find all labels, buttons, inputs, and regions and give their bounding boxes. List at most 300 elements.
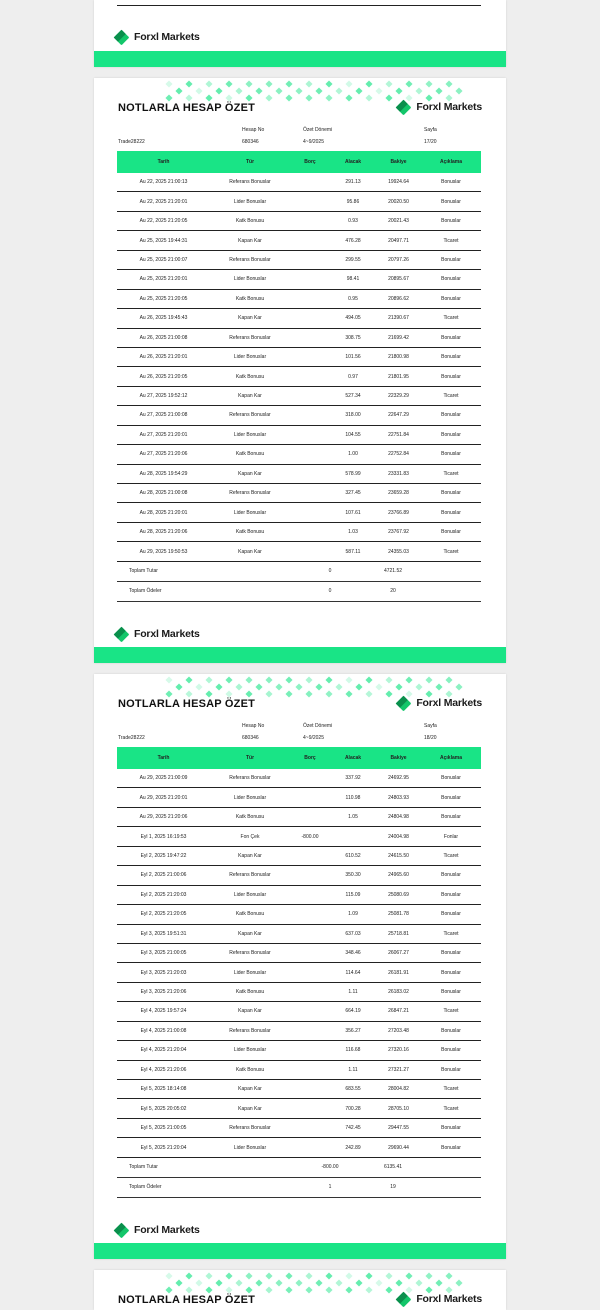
table-row [117,523,481,542]
column-header: Bakiye [390,755,407,761]
cell-desc: Bonuslar [441,989,461,996]
cell-credit: 107.61 [345,509,361,516]
cell-date: Au 29, 2025 19:50:53 [139,548,188,555]
table-bottom-line [117,5,481,6]
cell-desc: Ticaret [443,470,459,477]
cell-balance: 27320.16 [388,1047,409,1054]
totals-debit: 0 [328,588,332,595]
cell-credit: 683.55 [345,1086,361,1093]
column-header: Bakiye [390,159,407,165]
cell-desc: Bonuslar [441,950,461,957]
table-row [117,1061,481,1080]
cell-credit: 637.03 [345,930,361,937]
pattern-dot [355,683,362,690]
cell-type: Referans Bonuslar [229,490,271,497]
cell-balance: 26183.02 [388,989,409,996]
cell-type: Kapan Kar [238,1086,262,1093]
cell-type: Referans Bonuslar [229,412,271,419]
pattern-dot [235,87,242,94]
pattern-dot [415,683,422,690]
cell-credit: 299.55 [345,256,361,263]
footer-logo [116,31,200,43]
pattern-dot [185,1286,192,1293]
period-value: 4~9/2025 [303,139,324,145]
cell-balance: 26181.91 [388,969,409,976]
cell-desc: Ticaret [443,393,459,400]
pattern-dot [185,676,192,683]
cell-desc: Ticaret [443,930,459,937]
cell-desc: Bonuslar [441,354,461,361]
cell-type: Referans Bonuslar [229,1027,271,1034]
cell-desc: Bonuslar [441,218,461,225]
pattern-dot [215,87,222,94]
pattern-dot [185,94,192,101]
cell-credit: 0.93 [348,218,358,225]
forxl-logo-icon [396,99,412,115]
period-label: Özet Dönemi [303,127,333,133]
cell-balance: 20020.50 [388,198,409,205]
cell-date: Au 28, 2025 21:00:08 [139,490,188,497]
table-row [117,465,481,484]
cell-date: Eyl 4, 2025 21:20:04 [140,1047,187,1054]
pattern-dot [305,80,312,87]
cell-date: Eyl 5, 2025 20:05:02 [140,1105,187,1112]
table-row [117,426,481,445]
page-label: Sayfa [424,723,437,729]
pattern-dot [345,94,352,101]
header-logo [398,1293,482,1305]
pattern-dot [305,690,312,697]
header-brand-name: Forxl Markets [416,101,482,113]
pattern-dot [205,1272,212,1279]
cell-credit: 101.56 [345,354,361,361]
pattern-dot [395,87,402,94]
pattern-dot [255,87,262,94]
table-row [117,1099,481,1118]
cell-credit: 95.86 [346,198,360,205]
cell-credit: 308.75 [345,334,361,341]
cell-desc: Ticaret [443,1008,459,1015]
cell-credit: 1.11 [348,989,358,996]
cell-date: Eyl 5, 2025 21:20:04 [140,1144,187,1151]
cell-date: Eyl 3, 2025 21:00:05 [140,950,187,957]
cell-credit: 348.46 [345,950,361,957]
cell-credit: 242.89 [345,1144,361,1151]
pattern-dot [415,87,422,94]
forxl-logo-icon [114,29,130,45]
pattern-dot [265,80,272,87]
cell-balance: 20896.62 [388,295,409,302]
cell-date: Eyl 2, 2025 21:00:06 [140,872,187,879]
cell-date: Au 25, 2025 21:20:01 [139,276,188,283]
cell-balance: 22329.29 [388,393,409,400]
pattern-dot [455,87,462,94]
cell-credit: 1.05 [348,814,358,821]
cell-credit: 116.68 [345,1047,361,1054]
pattern-dot [315,87,322,94]
pattern-dot [215,683,222,690]
cell-type: Referans Bonuslar [229,950,271,957]
cell-type: Katk Bonusu [235,529,265,536]
statement-page-17 [94,78,506,663]
cell-desc: Bonuslar [441,1027,461,1034]
cell-date: Au 25, 2025 21:20:05 [139,295,188,302]
header-logo [398,697,482,709]
forxl-logo-icon [114,1222,130,1238]
table-row [117,847,481,866]
cell-desc: Ticaret [443,1105,459,1112]
pattern-dot [205,94,212,101]
footer-logo [116,1224,200,1236]
table-row [117,231,481,250]
cell-desc: Bonuslar [441,451,461,458]
forxl-logo-icon [396,695,412,711]
cell-credit: 104.55 [345,431,361,438]
pattern-dot [325,80,332,87]
table-row [117,192,481,211]
pattern-dot [205,690,212,697]
pattern-dot [435,683,442,690]
cell-balance: 24004.98 [388,833,409,840]
table-row [117,983,481,1002]
cell-type: Kapan Kar [238,470,262,477]
cell-date: Au 26, 2025 19:45:43 [139,315,188,322]
cell-desc: Bonuslar [441,794,461,801]
cell-type: Kapan Kar [238,930,262,937]
cell-credit: 664.19 [345,1008,361,1015]
header-dot-pattern [164,1272,464,1294]
cell-type: Katk Bonusu [235,989,265,996]
pattern-dot [305,676,312,683]
cell-credit: 318.00 [345,412,361,419]
totals-debit: -800.00 [321,1164,339,1171]
pattern-dot [265,1272,272,1279]
cell-date: Au 25, 2025 19:44:31 [139,237,188,244]
page-label: Sayfa [424,127,437,133]
pattern-dot [185,80,192,87]
cell-credit: 527.34 [345,393,361,400]
cell-desc: Bonuslar [441,775,461,782]
pattern-dot [265,676,272,683]
cell-balance: 28004.82 [388,1086,409,1093]
cell-type: Lider Bonuslar [233,891,267,898]
pattern-dot [245,80,252,87]
cell-type: Kapan Kar [238,315,262,322]
pattern-dot [225,1272,232,1279]
pattern-dot [335,1279,342,1286]
table-row [117,173,481,192]
cell-type: Lider Bonuslar [233,1144,267,1151]
pattern-dot [365,94,372,101]
pattern-dot [165,1272,172,1279]
forxl-logo-icon [396,1291,412,1307]
table-row [117,484,481,503]
footer-band [94,647,506,663]
cell-type: Katk Bonusu [235,451,265,458]
cell-type: Referans Bonuslar [229,256,271,263]
table-row [117,348,481,367]
totals-credit: 6135.41 [383,1164,403,1171]
page-number: 18/20 [424,735,437,741]
cell-date: Eyl 4, 2025 19:57:24 [140,1008,187,1015]
pattern-dot [255,1279,262,1286]
cell-credit: 1.11 [348,1066,358,1073]
cell-date: Eyl 1, 2025 16:19:53 [140,833,187,840]
account-no-label: Hesap No [242,723,265,729]
pattern-dot [305,1272,312,1279]
report-title: NOTLARLA HESAP ÖZET [118,1294,256,1306]
cell-type: Kapan Kar [238,237,262,244]
pattern-dot [385,80,392,87]
pattern-dot [335,87,342,94]
cell-credit: 115.09 [345,891,361,898]
cell-desc: Ticaret [443,1086,459,1093]
cell-balance: 29690.44 [388,1144,409,1151]
table-row [117,445,481,464]
cell-balance: 27203.48 [388,1027,409,1034]
pattern-dot [395,1279,402,1286]
cell-date: Au 29, 2025 21:00:09 [139,775,188,782]
cell-desc: Bonuslar [441,529,461,536]
cell-date: Eyl 5, 2025 18:14:08 [140,1086,187,1093]
pattern-dot [325,94,332,101]
footer-brand-name: Forxl Markets [134,31,200,43]
cell-desc: Bonuslar [441,295,461,302]
pattern-dot [225,690,232,697]
cell-type: Referans Bonuslar [229,775,271,782]
pattern-dot [375,1279,382,1286]
account-no: 680346 [242,139,259,145]
pattern-dot [325,1286,332,1293]
cell-balance: 21801.95 [388,373,409,380]
pattern-dot [225,80,232,87]
pattern-dot [265,690,272,697]
pattern-dot [365,1272,372,1279]
pattern-dot [205,1286,212,1293]
pattern-dot [195,683,202,690]
table-row [117,387,481,406]
cell-type: Lider Bonuslar [233,794,267,801]
table-row [117,827,481,846]
header-brand-name: Forxl Markets [416,697,482,709]
table-row [117,925,481,944]
cell-desc: Bonuslar [441,179,461,186]
forxl-logo-icon [114,626,130,642]
cell-balance: 23331.83 [388,470,409,477]
pattern-dot [265,1286,272,1293]
cell-desc: Bonuslar [441,509,461,516]
pattern-dot [365,80,372,87]
pattern-dot [245,690,252,697]
column-header: Tür [245,755,255,761]
pattern-dot [245,676,252,683]
cell-type: Fon Çek [240,833,260,840]
pattern-dot [285,676,292,683]
page-number: 17/20 [424,139,437,145]
cell-credit: 337.92 [345,775,361,782]
cell-date: Eyl 2, 2025 19:47:22 [140,852,187,859]
pattern-dot [405,1272,412,1279]
pattern-dot [235,683,242,690]
footer-band [94,51,506,67]
table-row [117,1002,481,1021]
pattern-dot [345,1272,352,1279]
cell-balance: 24615.50 [388,852,409,859]
cell-type: Kapan Kar [238,1008,262,1015]
cell-type: Lider Bonuslar [233,354,267,361]
pattern-dot [185,1272,192,1279]
pattern-dot [365,690,372,697]
cell-type: Katk Bonusu [235,1066,265,1073]
pattern-dot [215,1279,222,1286]
cell-credit: 587.11 [345,548,361,555]
period-label: Özet Dönemi [303,723,333,729]
pattern-dot [225,676,232,683]
cell-balance: 25081.78 [388,911,409,918]
cell-desc: Bonuslar [441,256,461,263]
cell-credit: 700.28 [345,1105,361,1112]
totals-row-payments [117,1178,481,1198]
header-dot-pattern [164,676,464,698]
table-row [117,944,481,963]
pattern-dot [225,94,232,101]
cell-date: Au 28, 2025 21:20:01 [139,509,188,516]
cell-date: Au 22, 2025 21:20:05 [139,218,188,225]
cell-credit: 0.95 [348,295,358,302]
cell-date: Au 28, 2025 19:54:29 [139,470,188,477]
cell-desc: Fonlar [443,833,459,840]
cell-credit: 578.99 [345,470,361,477]
pattern-dot [295,683,302,690]
pattern-dot [275,1279,282,1286]
cell-type: Kapan Kar [238,393,262,400]
account-no: 680346 [242,735,259,741]
cell-desc: Bonuslar [441,969,461,976]
cell-date: Eyl 2, 2025 21:20:03 [140,891,187,898]
pattern-dot [405,80,412,87]
totals-label: Toplam Ödeler [129,1184,162,1191]
totals-label: Toplam Tutar [129,568,158,575]
cell-date: Au 29, 2025 21:20:01 [139,794,188,801]
cell-date: Au 22, 2025 21:20:01 [139,198,188,205]
cell-desc: Bonuslar [441,490,461,497]
table-row [117,212,481,231]
transactions-table [117,747,481,1198]
pattern-dot [305,1286,312,1293]
cell-desc: Ticaret [443,237,459,244]
pattern-dot [375,683,382,690]
cell-desc: Bonuslar [441,1125,461,1132]
cell-date: Eyl 4, 2025 21:00:08 [140,1027,187,1034]
cell-type: Kapan Kar [238,548,262,555]
pattern-dot [365,676,372,683]
header-brand-name: Forxl Markets [416,1293,482,1305]
pattern-dot [345,1286,352,1293]
pattern-dot [285,690,292,697]
cell-date: Au 26, 2025 21:20:05 [139,373,188,380]
cell-type: Katk Bonusu [235,373,265,380]
cell-credit: 110.98 [345,794,361,801]
cell-desc: Bonuslar [441,431,461,438]
cell-balance: 23766.89 [388,509,409,516]
pattern-dot [375,87,382,94]
column-header: Tarih [157,755,170,761]
cell-date: Eyl 3, 2025 19:51:31 [140,930,187,937]
cell-desc: Bonuslar [441,911,461,918]
totals-row-amount [117,1158,481,1178]
cell-balance: 23767.92 [388,529,409,536]
pattern-dot [355,1279,362,1286]
pattern-dot [165,80,172,87]
totals-row-amount [117,562,481,582]
cell-balance: 24355.03 [388,548,409,555]
table-row [117,367,481,386]
cell-type: Katk Bonusu [235,814,265,821]
table-row [117,808,481,827]
column-header: Tarih [157,159,170,165]
account-name: Trade28222 [118,139,145,145]
cell-balance: 20895.67 [388,276,409,283]
table-row [117,309,481,328]
pattern-dot [175,87,182,94]
cell-type: Lider Bonuslar [233,969,267,976]
cell-credit: 350.30 [345,872,361,879]
cell-balance: 28705.10 [388,1105,409,1112]
cell-type: Lider Bonuslar [233,198,267,205]
table-row [117,769,481,788]
transactions-table [117,151,481,602]
table-header [117,747,481,769]
column-header: Borç [304,159,316,165]
pattern-dot [365,1286,372,1293]
cell-type: Lider Bonuslar [233,431,267,438]
pattern-dot [445,676,452,683]
table-row [117,290,481,309]
cell-date: Au 29, 2025 21:20:06 [139,814,188,821]
cell-credit: 0.97 [348,373,358,380]
pattern-dot [385,1286,392,1293]
pattern-dot [405,676,412,683]
pattern-dot [255,683,262,690]
cell-credit: 98.41 [346,276,360,283]
table-row [117,1041,481,1060]
cell-balance: 21390.67 [388,315,409,322]
pattern-dot [165,94,172,101]
cell-balance: 25080.69 [388,891,409,898]
pattern-dot [285,1286,292,1293]
pattern-dot [455,1279,462,1286]
page-partial-bottom [94,1270,506,1310]
cell-desc: Bonuslar [441,872,461,879]
pattern-dot [275,87,282,94]
pattern-dot [285,94,292,101]
pattern-dot [435,1279,442,1286]
column-header: Alacak [344,159,362,165]
pattern-dot [265,94,272,101]
report-title: NOTLARLA HESAP ÖZET [118,102,256,114]
cell-debit: -800.00 [301,833,319,840]
pattern-dot [345,690,352,697]
totals-debit: 0 [328,568,332,575]
cell-credit: 327.45 [345,490,361,497]
pattern-dot [245,94,252,101]
cell-balance: 20497.71 [388,237,409,244]
cell-credit: 610.52 [345,852,361,859]
cell-balance: 26067.27 [388,950,409,957]
cell-credit: 356.27 [345,1027,361,1034]
pattern-dot [355,87,362,94]
cell-date: Eyl 3, 2025 21:20:03 [140,969,187,976]
